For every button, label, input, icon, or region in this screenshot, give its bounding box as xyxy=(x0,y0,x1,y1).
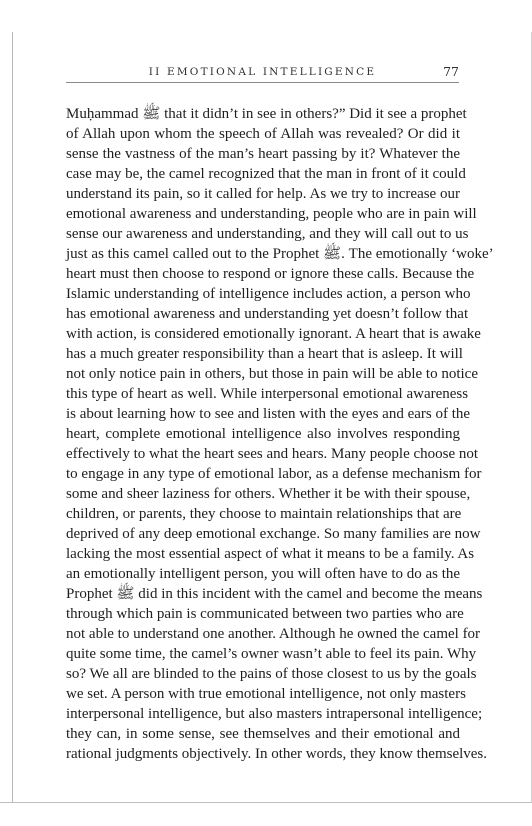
text-line: interpersonal intelligence, but also masters intrapersonal intelligence; xyxy=(66,706,483,722)
text-line: lacking the most essential aspect of what it means to be a family. As xyxy=(66,546,475,562)
text-line: Muḥammad ﷺ that it didn’t in see in others?” Did it see a prophet xyxy=(66,106,467,122)
text-line: this type of heart as well. While interpersonal emotional awareness xyxy=(66,386,469,402)
text-line: with action, is considered emotionally ignorant. A heart that is awake xyxy=(66,326,481,342)
text-line: just as this camel called out to the Prophet ﷺ. The emotionally ‘woke’ xyxy=(66,246,494,262)
text-line: of Allah upon whom the speech of Allah was revealed? Or did it xyxy=(66,126,460,142)
text-line: sense the vastness of the man’s heart passing by it? Whatever the xyxy=(66,146,460,162)
text-line: they can, in some sense, see themselves and their emotional and xyxy=(66,726,460,742)
text-line: sense our awareness and understanding, and they will call out to us xyxy=(66,226,469,242)
text-line: an emotionally intelligent person, you will often have to do as the xyxy=(66,566,461,582)
text-line: we set. A person with true emotional intelligence, not only masters xyxy=(66,686,466,702)
text-line: heart, complete emotional intelligence also involves responding xyxy=(66,426,460,442)
text-line: children, or parents, they choose to maintain relationships that are xyxy=(66,506,462,522)
text-line: Prophet ﷺ did in this incident with the camel and become the means xyxy=(66,586,483,602)
running-header xyxy=(66,64,459,83)
page-number: 77 xyxy=(443,64,459,79)
text-line: not only notice pain in others, but those in pain will be able to notice xyxy=(66,366,479,382)
text-line: not able to understand one another. Although he owned the camel for xyxy=(66,626,481,642)
text-line: some and sheer laziness for others. Whether it be with their spouse, xyxy=(66,486,471,502)
page-left-edge xyxy=(12,32,13,802)
text-line: understand its pain, so it called for help. As we try to increase our xyxy=(66,186,460,202)
text-line: case may be, the camel recognized that the man in front of it could xyxy=(66,166,466,182)
text-line: has emotional awareness and understanding yet doesn’t follow that xyxy=(66,306,469,322)
body-paragraph xyxy=(66,104,494,764)
page-bottom-edge xyxy=(0,802,532,803)
text-line: Islamic understanding of intelligence includes action, a person who xyxy=(66,286,471,302)
text-line: heart must then choose to respond or ignore these calls. Because the xyxy=(66,266,475,282)
text-line: has a much greater responsibility than a heart that is asleep. It will xyxy=(66,346,463,362)
running-head-title: II EMOTIONAL INTELLIGENCE xyxy=(148,66,377,78)
text-line: so? We all are blinded to the pains of those closest to us by the goals xyxy=(66,666,477,682)
text-line: through which pain is communicated between two parties who are xyxy=(66,606,464,622)
text-line: to engage in any type of emotional labor, as a defense mechanism for xyxy=(66,466,482,482)
text-line: effectively to what the heart sees and hears. Many people choose not xyxy=(66,446,479,462)
text-line: quite some time, the camel’s owner wasn’t able to feel its pain. Why xyxy=(66,646,477,662)
text-line: deprived of any deep emotional exchange. So many families are now xyxy=(66,526,481,542)
text-line: emotional awareness and understanding, people who are in pain will xyxy=(66,206,477,222)
text-line: is about learning how to see and listen with the eyes and ears of the xyxy=(66,406,471,422)
text-line: rational judgments objectively. In other words, they know themselves. xyxy=(66,746,488,762)
